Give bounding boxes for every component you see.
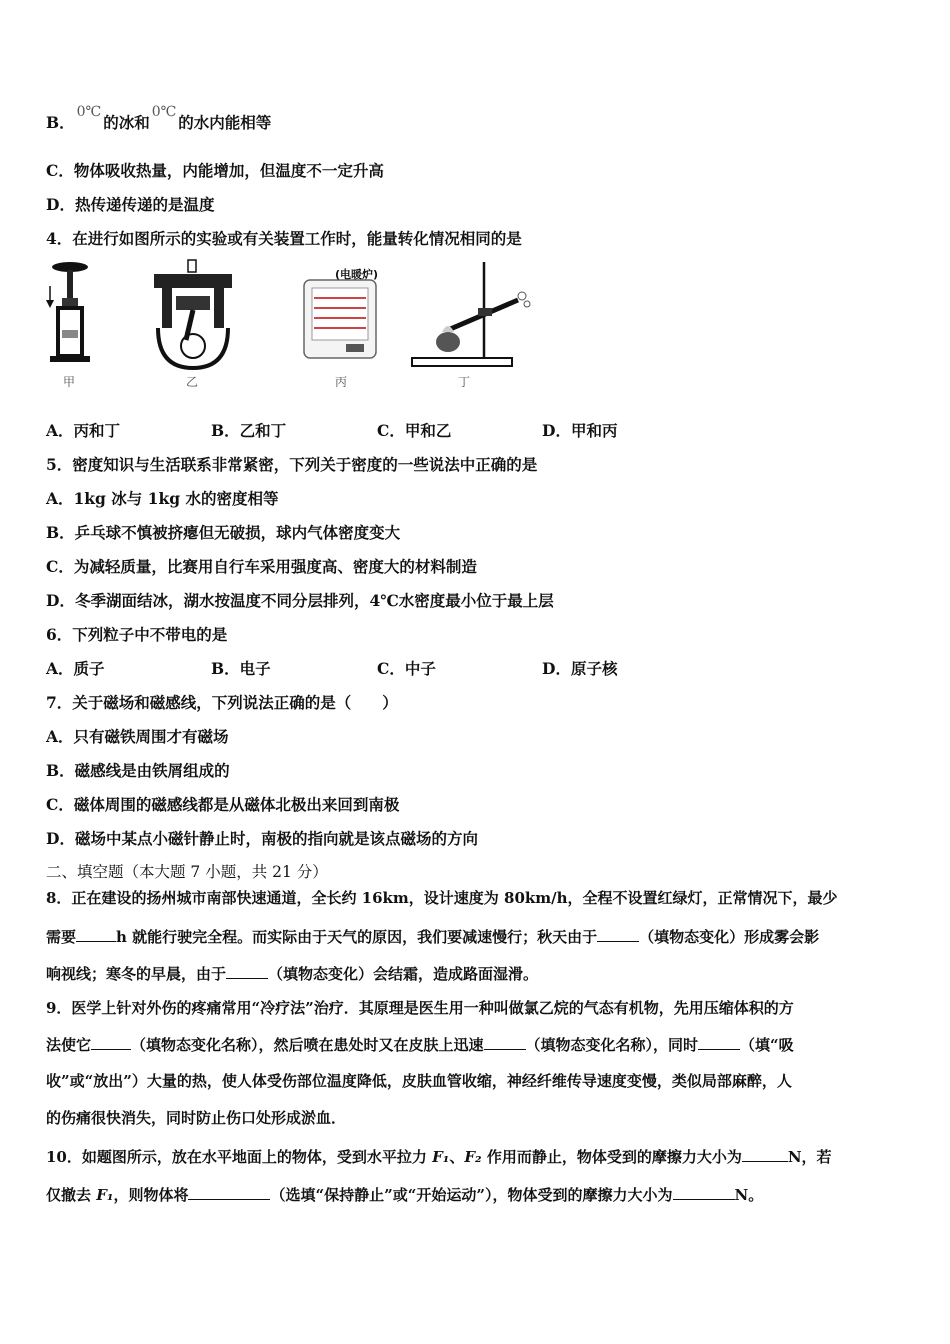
q9-blank-1[interactable]: [91, 1034, 131, 1050]
q8-blank-3[interactable]: [226, 963, 268, 979]
figure-label-yi: 乙: [186, 375, 199, 389]
q5-stem: 5．密度知识与生活联系非常紧密，下列关于密度的一些说法中正确的是: [46, 455, 538, 474]
q10-line-2: 仅撤去 F₁，则物体将 （选填“保持静止”或“开始运动”），物体受到的摩擦力大小为 N。: [46, 1186, 764, 1204]
q6-option-a: A．质子: [46, 659, 105, 678]
q6-stem: 6．下列粒子中不带电的是: [46, 625, 228, 644]
temperature-ice: 0℃: [76, 104, 102, 120]
q10-blank-2[interactable]: [188, 1184, 270, 1200]
q7-stem: 7．关于磁场和磁感线，下列说法正确的是（ ）: [46, 693, 398, 712]
force-f2: F₂: [464, 1148, 482, 1166]
q8-blank-2[interactable]: [597, 926, 639, 942]
figure-label-jia: 甲: [63, 375, 76, 389]
q5-option-a: A．1kg 冰与 1kg 水的密度相等: [46, 489, 279, 508]
engine-cylinder-icon: [148, 258, 238, 373]
q9-line-1: 9．医学上针对外伤的疼痛常用“冷疗法”治疗．其原理是医生用一种叫做氯乙烷的气态有机物，先用压缩体积的方: [46, 999, 794, 1017]
air-pump-icon: [40, 258, 100, 373]
q7-option-d: D．磁场中某点小磁针静止时，南极的指向就是该点磁场的方向: [46, 829, 478, 848]
q6-option-b: B．电子: [211, 659, 271, 678]
q10-blank-3[interactable]: [673, 1184, 735, 1200]
q4-stem: 4．在进行如图所示的实验或有关装置工作时，能量转化情况相同的是: [46, 229, 522, 248]
force-f1: F₁: [432, 1148, 450, 1166]
q9-line-2: 法使它 （填物态变化名称），然后喷在患处时又在皮肤上迅速 （填物态变化名称），同时 （填“吸: [46, 1036, 794, 1054]
q9-blank-3[interactable]: [698, 1034, 740, 1050]
q3-option-b: B．0℃的冰和0℃的水内能相等: [46, 104, 272, 132]
q9-line-4: 的伤痛很快消失，同时防止伤口处形成淤血．: [46, 1109, 347, 1127]
q6-option-c: C．中子: [377, 659, 436, 678]
q8-line-3: 响视线；寒冬的早晨，由于 （填物态变化）会结霜，造成路面湿滑。: [46, 965, 539, 983]
q7-option-b: B．磁感线是由铁屑组成的: [46, 761, 230, 780]
q5-option-d: D．冬季湖面结冰，湖水按温度不同分层排列，4℃水密度最小位于最上层: [46, 591, 554, 610]
q7-option-c: C．磁体周围的磁感线都是从磁体北极出来回到南极: [46, 795, 400, 814]
q6-option-d: D．原子核: [542, 659, 618, 678]
q4-option-d: D．甲和丙: [542, 421, 618, 440]
q8-line-2: 需要 h 就能行驶完全程。而实际由于天气的原因，我们要减速慢行；秋天由于 （填物态变化）形成雾会影: [46, 928, 820, 946]
q10-line-1: 10．如题图所示，放在水平地面上的物体，受到水平拉力 F₁、F₂ 作用而静止，物体受到的摩擦力大小为 N，若: [46, 1148, 832, 1166]
q8-line-1: 8．正在建设的扬州城市南部快速通道，全长约 16km，设计速度为 80km/h，全程不设置红绿灯，正常情况下，最少: [46, 889, 838, 907]
q8-blank-1[interactable]: [76, 926, 116, 942]
q3-option-d: D．热传递传递的是温度: [46, 195, 215, 214]
q9-blank-2[interactable]: [484, 1034, 526, 1050]
q4-option-c: C．甲和乙: [377, 421, 452, 440]
q3-option-c: C．物体吸收热量，内能增加，但温度不一定升高: [46, 161, 384, 180]
heater-title: (电暖炉): [335, 268, 379, 281]
figure-label-ding: 丁: [458, 375, 471, 389]
q4-option-b: B．乙和丁: [211, 421, 287, 440]
q4-option-a: A．丙和丁: [46, 421, 121, 440]
q10-blank-1[interactable]: [742, 1146, 788, 1162]
section-heading: 二、填空题（本大题 7 小题，共 21 分）: [46, 863, 328, 881]
figure-label-bing: 丙: [335, 375, 348, 389]
force-f1-again: F₁: [96, 1186, 114, 1204]
q5-option-c: C．为减轻质量，比赛用自行车采用强度高、密度大的材料制造: [46, 557, 477, 576]
q5-option-b: B．乒乓球不慎被挤瘪但无破损，球内气体密度变大: [46, 523, 401, 542]
q7-option-a: A．只有磁铁周围才有磁场: [46, 727, 229, 746]
temperature-water: 0℃: [151, 104, 177, 120]
test-tube-heating-icon: [408, 258, 533, 373]
q9-line-3: 收”或“放出”）大量的热，使人体受伤部位温度降低，皮肤血管收缩，神经纤维传导速度变慢，类似局部麻醉，人: [46, 1072, 792, 1090]
